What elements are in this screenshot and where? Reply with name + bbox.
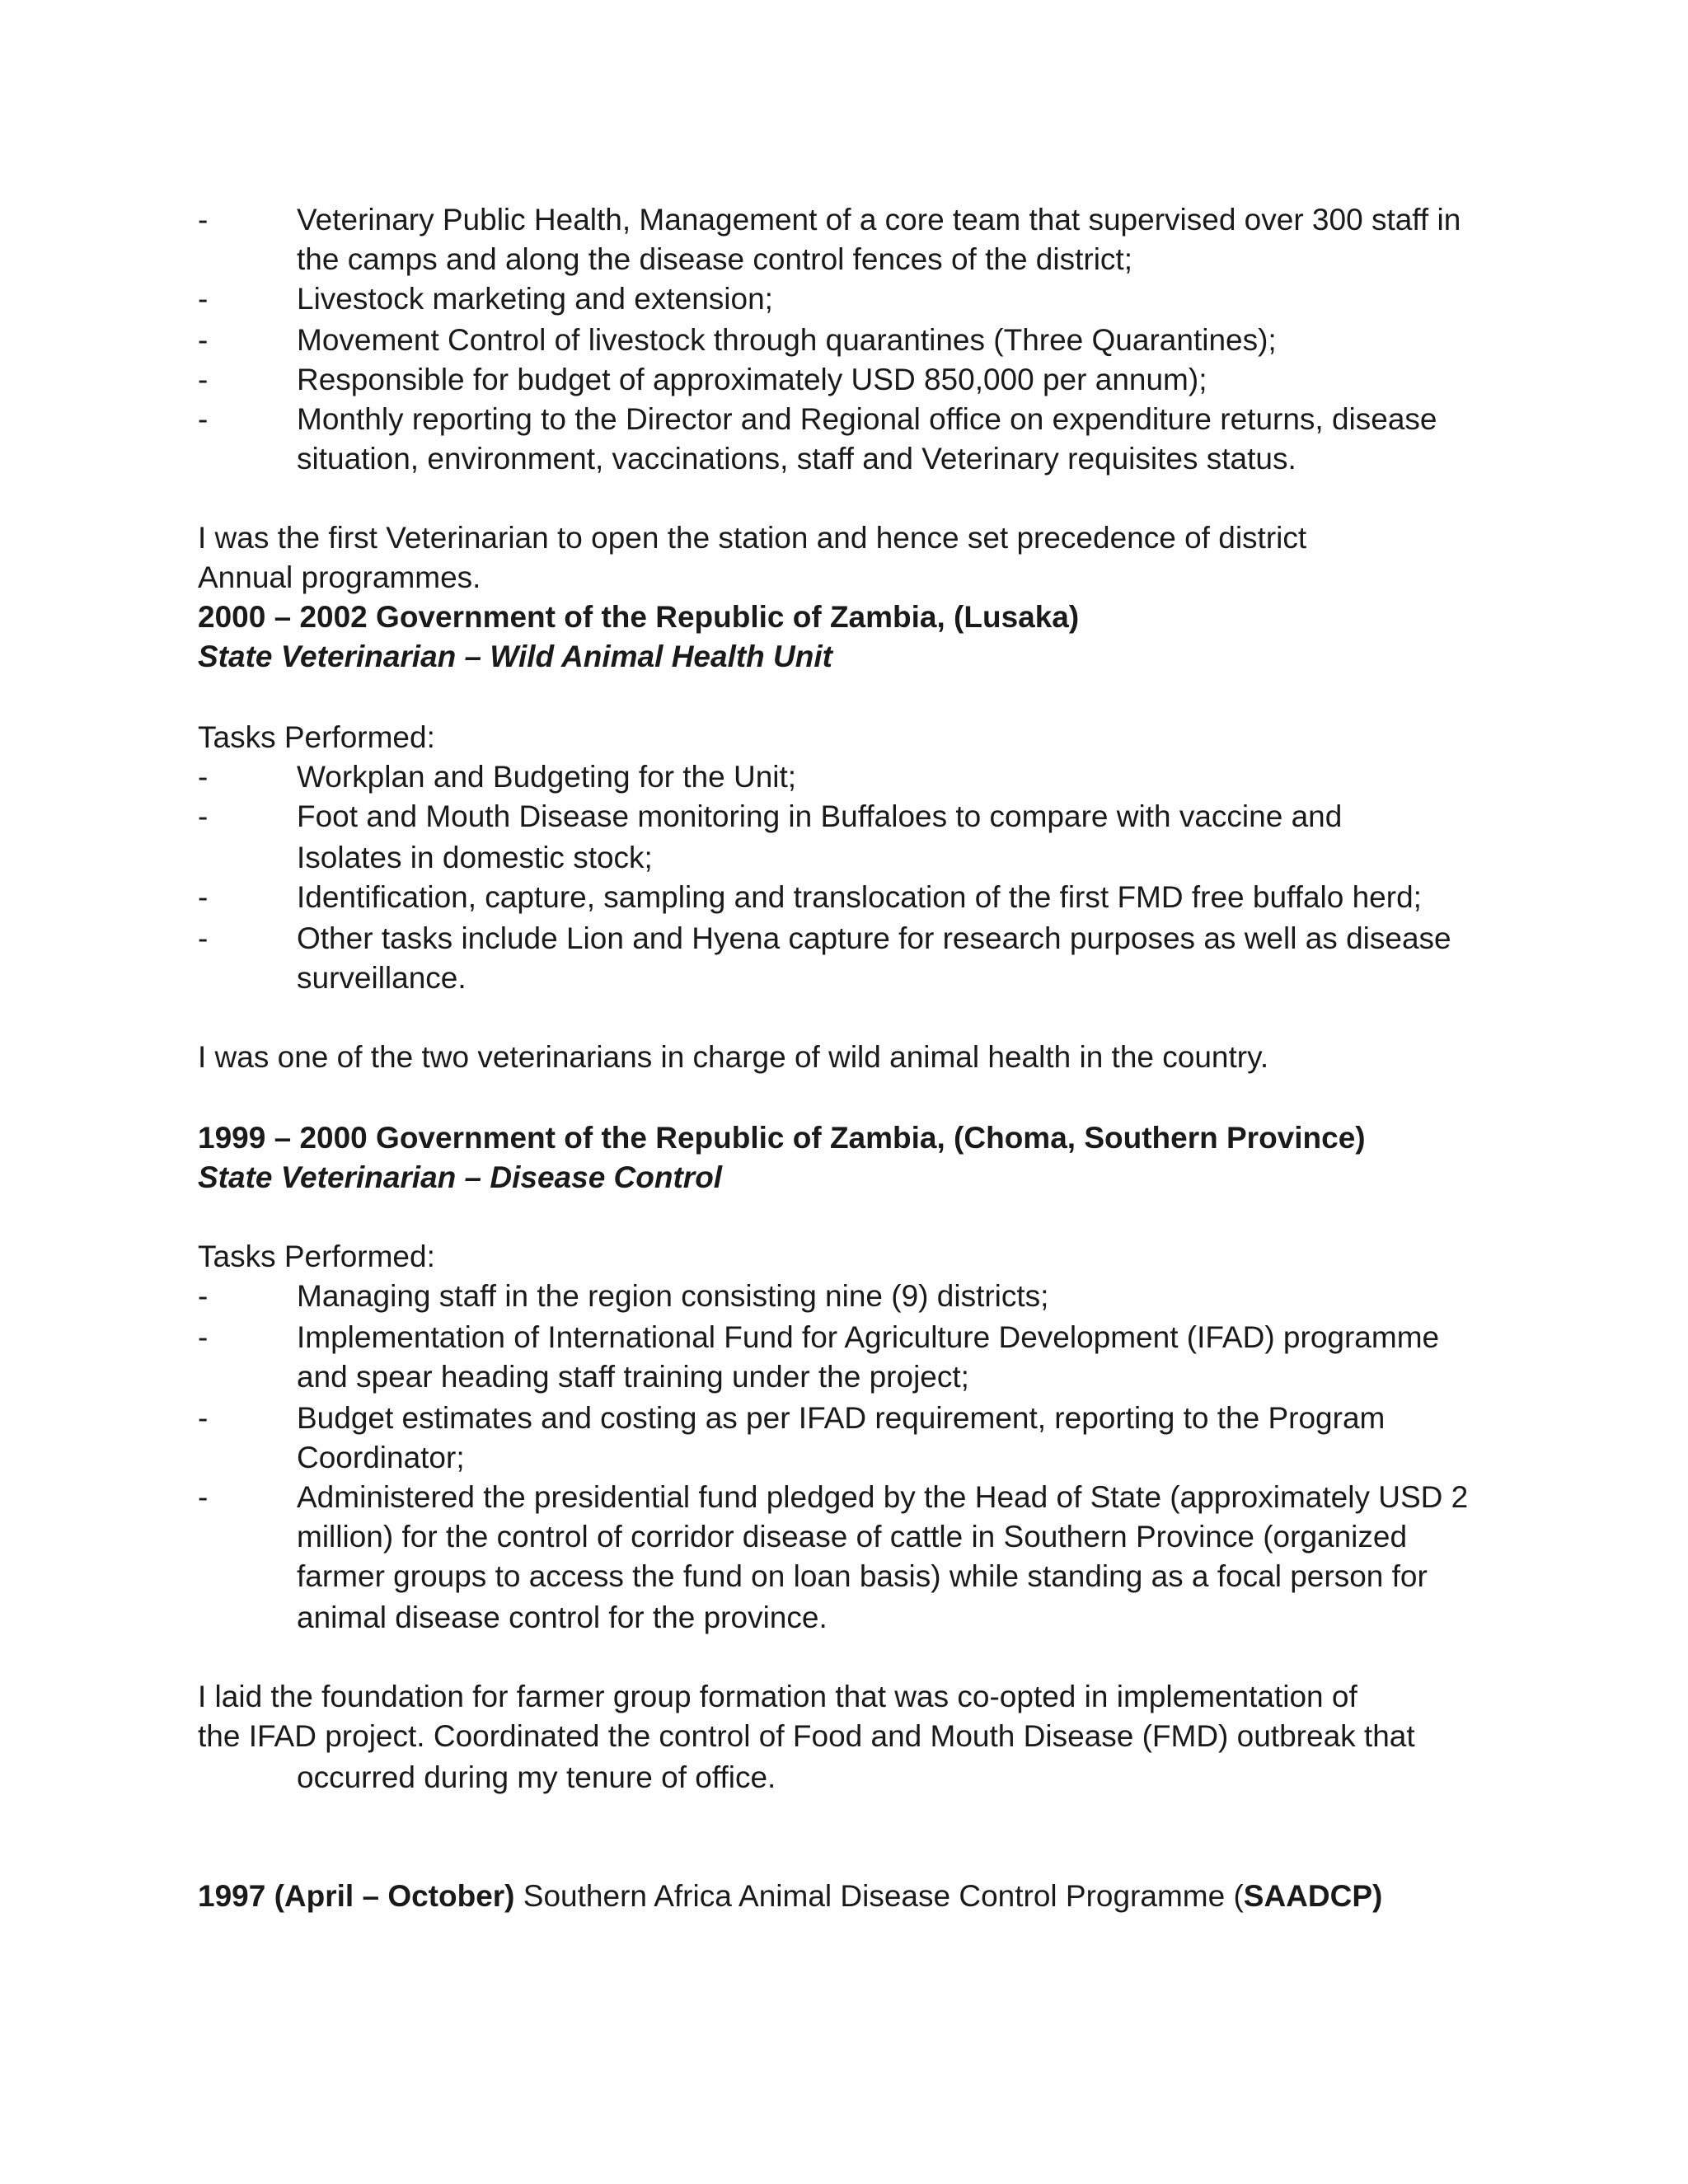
bullet-dash: -: [198, 203, 209, 237]
paragraph-line: the IFAD project. Coordinated the control of Food and Mouth Disease (FMD) outbreak that: [198, 1719, 1415, 1753]
job-heading: 1999 – 2000 Government of the Republic of Zambia, (Choma, Southern Province): [198, 1121, 1366, 1155]
job-employer: Southern Africa Animal Disease Control Programme (: [514, 1879, 1244, 1913]
bullet-text: Coordinator;: [297, 1441, 465, 1474]
bullet-text: and spear heading staff training under the project;: [297, 1360, 969, 1394]
paragraph-line: I was the first Veterinarian to open the station and hence set precedence of district: [198, 521, 1307, 555]
bullet-dash: -: [198, 799, 209, 833]
bullet-text: animal disease control for the province.: [297, 1601, 828, 1634]
bullet-text: Movement Control of livestock through quarantines (Three Quarantines);: [297, 323, 1277, 357]
bullet-text: Administered the presidential fund pledged by the Head of State (approximately USD 2: [297, 1480, 1469, 1514]
bullet-dash: -: [198, 363, 209, 396]
job-heading: [198, 1881, 1382, 1911]
bullet-dash: -: [198, 282, 209, 316]
bullet-text: Veterinary Public Health, Management of a core team that supervised over 300 staff in: [297, 203, 1461, 237]
job-acronym: SAADCP): [1243, 1879, 1383, 1913]
bullet-text: Implementation of International Fund for Agriculture Development (IFAD) programme: [297, 1320, 1440, 1354]
bullet-text: Isolates in domestic stock;: [297, 841, 653, 874]
bullet-text: Budget estimates and costing as per IFAD requirement, reporting to the Program: [297, 1401, 1386, 1435]
bullet-text: Other tasks include Lion and Hyena capture for research purposes as well as disease: [297, 921, 1451, 955]
bullet-text: Livestock marketing and extension;: [297, 282, 773, 316]
bullet-dash: -: [198, 323, 209, 357]
bullet-dash: -: [198, 1320, 209, 1354]
bullet-dash: -: [198, 1480, 209, 1514]
bullet-text: Foot and Mouth Disease monitoring in Buffaloes to compare with vaccine and: [297, 799, 1343, 833]
bullet-text: Managing staff in the region consisting nine (9) districts;: [297, 1279, 1049, 1313]
bullet-text: Responsible for budget of approximately USD 850,000 per annum);: [297, 363, 1207, 396]
bullet-dash: -: [198, 402, 209, 436]
bullet-text: Workplan and Budgeting for the Unit;: [297, 760, 797, 794]
tasks-heading: Tasks Performed:: [198, 1240, 435, 1273]
bullet-dash: -: [198, 760, 209, 794]
bullet-dash: -: [198, 1401, 209, 1435]
bullet-dash: -: [198, 921, 209, 955]
bullet-text: situation, environment, vaccinations, staff and Veterinary requisites status.: [297, 442, 1296, 476]
paragraph-line: Annual programmes.: [198, 560, 481, 594]
paragraph-line: occurred during my tenure of office.: [297, 1760, 776, 1794]
paragraph-line: I was one of the two veterinarians in charge of wild animal health in the country.: [198, 1040, 1269, 1074]
bullet-text: million) for the control of corridor disease of cattle in Southern Province (organized: [297, 1520, 1408, 1554]
bullet-text: surveillance.: [297, 961, 467, 995]
bullet-dash: -: [198, 1279, 209, 1313]
bullet-text: farmer groups to access the fund on loan basis) while standing as a focal person for: [297, 1559, 1428, 1593]
bullet-dash: -: [198, 880, 209, 914]
bullet-text: Monthly reporting to the Director and Regional office on expenditure returns, disease: [297, 402, 1437, 436]
bullet-text: Identification, capture, sampling and translocation of the first FMD free buffalo herd;: [297, 880, 1422, 914]
job-heading: 2000 – 2002 Government of the Republic of Zambia, (Lusaka): [198, 600, 1080, 634]
paragraph-line: I laid the foundation for farmer group formation that was co-opted in implementation of: [198, 1680, 1357, 1713]
tasks-heading: Tasks Performed:: [198, 720, 435, 754]
job-period: 1997 (April – October): [198, 1879, 515, 1913]
job-position: State Veterinarian – Disease Control: [198, 1160, 723, 1194]
job-position: State Veterinarian – Wild Animal Health Unit: [198, 640, 832, 673]
bullet-text: the camps and along the disease control fences of the district;: [297, 242, 1132, 276]
